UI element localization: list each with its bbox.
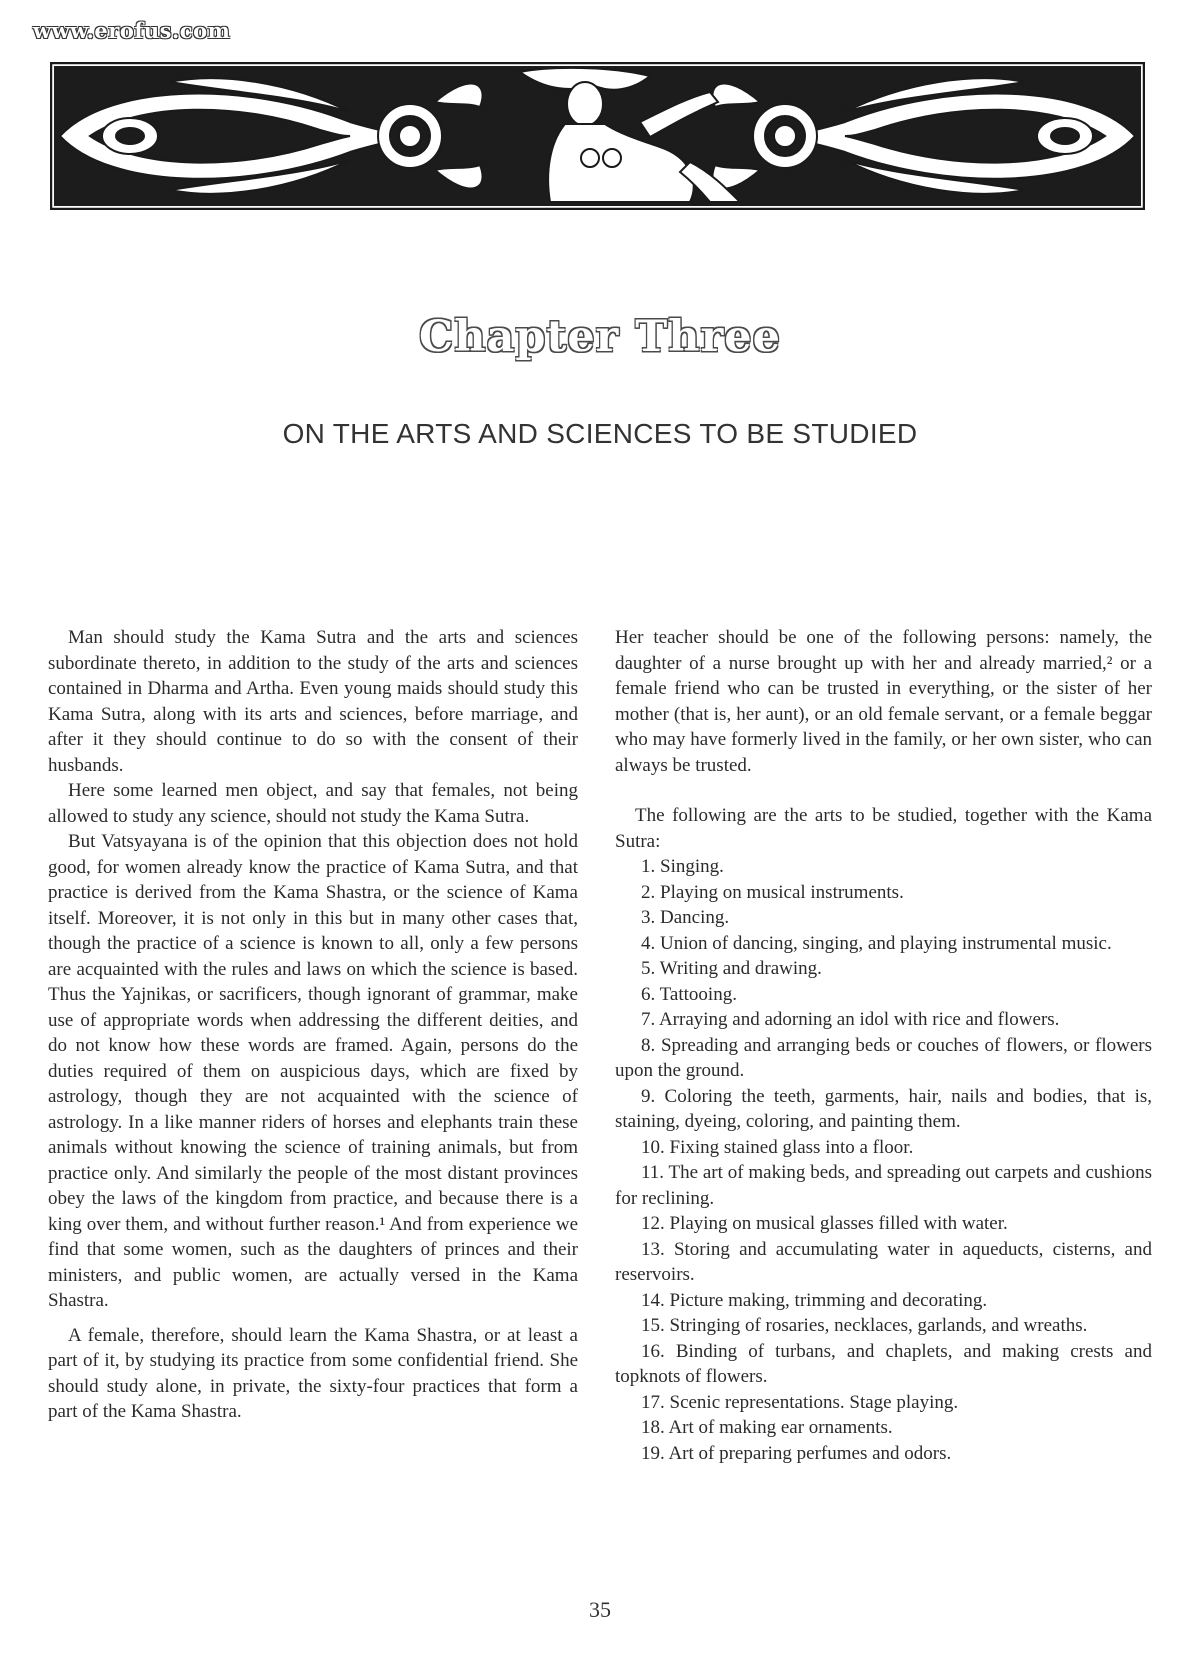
- left-column: [48, 625, 578, 1425]
- right-column: [615, 625, 1152, 1466]
- list-item: 9. Coloring the teeth, garments, hair, nails and bodies, that is, staining, dyeing, coloring, and painting them.: [615, 1085, 1152, 1132]
- watermark-text: www.erofus.com: [33, 18, 231, 43]
- list-item: 14. Picture making, trimming and decorating.: [641, 1289, 988, 1311]
- paragraph-teacher: Her teacher should be one of the following persons: namely, the daughter of a nurse brought up with her and already married,² or a female friend who can be trusted in everything, or the sister of her mother (that is, her aunt), or an old female servant, or a female beggar who may have formerly lived in the family, or her own sister, who can always be trusted.: [615, 627, 1152, 776]
- paragraph-vatsyayana-opinion: But Vatsyayana is of the opinion that this objection does not hold good, for women already know the practice of Kama Sutra, and that practice is derived from the Kama Shastra, or the science of Kama itself. Moreover, it is not only in this but in many other cases that, though the practice of a science is known to all, only a few persons are acquainted with the rules and laws on which the science is based. Thus the Yajnikas, or sacrificers, though ignorant of grammar, make use of appropriate words when addressing the different deities, and do not know how these words are framed. Again, persons do the duties required of them on auspicious days, which are fixed by astrology, though they are not acquainted with the science of astrology. In a like manner riders of horses and elephants train these animals without knowing the science of training animals, but from practice only. And similarly the people of the most distant provinces obey the laws of the kingdom from practice, and because there is a king over them, and without further reason.¹ And from experience we find that some women, such as the daughters of princes and their ministers, and public women, are actually versed in the Kama Shastra.: [48, 831, 578, 1311]
- list-item: 11. The art of making beds, and spreading out carpets and cushions for reclining.: [615, 1162, 1152, 1209]
- list-item: 7. Arraying and adorning an idol with rice and flowers.: [641, 1009, 1060, 1030]
- list-item: 19. Art of preparing perfumes and odors.: [641, 1442, 952, 1464]
- list-item: 17. Scenic representations. Stage playing.: [641, 1391, 959, 1413]
- list-item: 15. Stringing of rosaries, necklaces, garlands, and wreaths.: [641, 1315, 1088, 1336]
- list-item: 12. Playing on musical glasses filled with water.: [641, 1213, 1008, 1234]
- paragraph-intro: Man should study the Kama Sutra and the arts and sciences subordinate thereto, in addition to the study of the arts and sciences contained in Dharma and Artha. Even young maids should study this Kama Sutra, along with its arts and sciences, before marriage, and after it they should continue to do so with the consent of their husbands.: [48, 627, 578, 776]
- paragraph-female-learning: A female, therefore, should learn the Kama Shastra, or at least a part of it, by studying its practice from some confidential friend. She should study alone, in private, the sixty-four practices that form a part of the Kama Shastra.: [48, 1324, 578, 1422]
- list-item: 3. Dancing.: [641, 907, 730, 928]
- list-item: 2. Playing on musical instruments.: [641, 881, 904, 903]
- list-item: 4. Union of dancing, singing, and playing instrumental music.: [641, 932, 1112, 954]
- chapter-title: Chapter Three: [419, 312, 781, 362]
- list-item: 16. Binding of turbans, and chaplets, and making crests and topknots of flowers.: [615, 1340, 1152, 1387]
- list-item: 5. Writing and drawing.: [641, 958, 822, 979]
- ornamental-banner-illustration: [50, 62, 1145, 210]
- paragraph-objection: Here some learned men object, and say that females, not being allowed to study any science, should not study the Kama Sutra.: [48, 780, 578, 827]
- paragraph-list-intro: The following are the arts to be studied, together with the Kama Sutra:: [615, 805, 1152, 852]
- list-item: 1. Singing.: [641, 856, 724, 877]
- chapter-subtitle: ON THE ARTS AND SCIENCES TO BE STUDIED: [282, 418, 918, 449]
- list-item: 18. Art of making ear ornaments.: [641, 1417, 893, 1438]
- list-item: 10. Fixing stained glass into a floor.: [641, 1136, 914, 1158]
- page-number: 35: [589, 1597, 611, 1622]
- list-item: 8. Spreading and arranging beds or couches of flowers, or flowers upon the ground.: [615, 1034, 1152, 1081]
- arts-list: [615, 854, 1152, 1466]
- list-item: 6. Tattooing.: [641, 983, 737, 1005]
- list-item: 13. Storing and accumulating water in aqueducts, cisterns, and reservoirs.: [615, 1238, 1152, 1285]
